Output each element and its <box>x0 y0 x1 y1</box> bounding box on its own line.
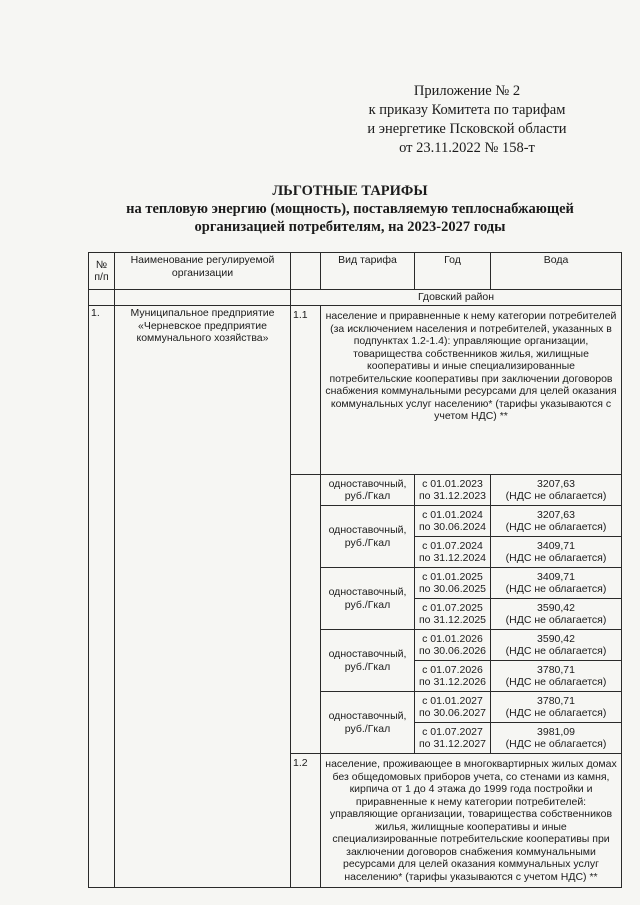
section-1-1-gap <box>291 475 321 754</box>
tariff-note: (НДС не облагается) <box>505 676 607 688</box>
tariff-period: с 01.07.2024 по 31.12.2024 <box>415 537 491 568</box>
region-num-cell <box>89 290 115 306</box>
tariff-value-cell <box>491 599 622 630</box>
tariff-period: с 01.01.2027 по 30.06.2027 <box>415 692 491 723</box>
tariff-type: одноставочный, руб./Гкал <box>321 506 415 568</box>
tariff-value: 3590,42 <box>537 632 575 645</box>
tariff-period: с 01.01.2024 по 30.06.2024 <box>415 506 491 537</box>
tariff-value: 3409,71 <box>537 570 575 583</box>
header-org: Наименование регулируемой организации <box>115 253 291 290</box>
tariff-note: (НДС не облагается) <box>505 490 607 502</box>
header-water: Вода <box>491 253 622 290</box>
region-row <box>89 290 622 306</box>
title-line-2: на тепловую энергию (мощность), поставляемую теплоснабжающей <box>126 201 574 217</box>
tariff-period: с 01.01.2025 по 30.06.2025 <box>415 568 491 599</box>
appendix-line-4: от 23.11.2022 № 158-т <box>399 140 535 156</box>
appendix-line-2: к приказу Комитета по тарифам <box>368 102 566 118</box>
section-description: население, проживающее в многоквартирных жилых домах без общедомовых приборов учета, со стенами из камня, кирпича от 1 до 4 этажа до 1999 года постройки и приравненные к нему категории потребителей: управляющие организации, товарищества собственников жилья, жилищные кооперативы и иные специализированные потребительские кооперативы при заключении договоров снабжения коммунальными ресурсами для целей оказания коммунальных услуг населению* (тарифы указываются с учетом НДС) ** <box>321 754 622 888</box>
section-code: 1.1 <box>291 306 321 475</box>
title-line-3: организацией потребителям, на 2023-2027 годы <box>194 219 506 235</box>
tariff-note: (НДС не облагается) <box>505 738 607 750</box>
tariff-value-cell <box>491 661 622 692</box>
region-org-cell <box>115 290 291 306</box>
tariff-value: 3207,63 <box>537 508 575 521</box>
region-name: Гдовский район <box>291 290 622 306</box>
tariff-value-cell <box>491 630 622 661</box>
tariff-value-cell <box>491 475 622 506</box>
tariff-note: (НДС не облагается) <box>505 707 607 719</box>
tariff-period: с 01.01.2023 по 31.12.2023 <box>415 475 491 506</box>
tariff-period: с 01.07.2027 по 31.12.2027 <box>415 723 491 754</box>
tariff-note: (НДС не облагается) <box>505 521 607 533</box>
header-type: Вид тарифа <box>321 253 415 290</box>
tariff-value: 3409,71 <box>537 539 575 552</box>
row-number: 1. <box>89 306 115 888</box>
tariff-value-cell <box>491 537 622 568</box>
section-code: 1.2 <box>291 754 321 888</box>
section-1-1-row <box>89 306 622 475</box>
tariff-type: одноставочный, руб./Гкал <box>321 475 415 506</box>
tariff-type: одноставочный, руб./Гкал <box>321 568 415 630</box>
tariff-note: (НДС не облагается) <box>505 552 607 564</box>
tariff-value-cell <box>491 723 622 754</box>
table-header-row <box>89 253 622 290</box>
appendix-block <box>352 82 582 158</box>
header-num: № п/п <box>89 253 115 290</box>
tariff-value-cell <box>491 692 622 723</box>
tariff-note: (НДС не облагается) <box>505 614 607 626</box>
tariff-note: (НДС не облагается) <box>505 583 607 595</box>
appendix-line-3: и энергетике Псковской области <box>367 121 567 137</box>
tariff-period: с 01.01.2026 по 30.06.2026 <box>415 630 491 661</box>
tariff-period: с 01.07.2026 по 31.12.2026 <box>415 661 491 692</box>
appendix-line-1: Приложение № 2 <box>413 83 521 99</box>
tariff-value: 3590,42 <box>537 601 575 614</box>
tariff-value: 3780,71 <box>537 663 575 676</box>
tariff-table <box>88 252 622 888</box>
organization-name: Муниципальное предприятие «Черневское предприятие коммунального хозяйства» <box>115 306 291 888</box>
section-description: население и приравненные к нему категории потребителей (за исключением населения и потребителей, указанных в подпунктах 1.2-1.4): управляющие организации, товарищества собственников жилья, жилищные кооперативы и иные специализированные потребительские кооперативы при заключении договоров снабжения коммунальными ресурсами для целей оказания коммунальных услуг населению* (тарифы указываются с учетом НДС) ** <box>321 306 622 475</box>
tariff-value-cell <box>491 568 622 599</box>
tariff-value-cell <box>491 506 622 537</box>
tariff-type: одноставочный, руб./Гкал <box>321 692 415 754</box>
tariff-value: 3207,63 <box>537 477 575 490</box>
tariff-period: с 01.07.2025 по 31.12.2025 <box>415 599 491 630</box>
header-year: Год <box>415 253 491 290</box>
tariff-value: 3981,09 <box>537 725 575 738</box>
tariff-type: одноставочный, руб./Гкал <box>321 630 415 692</box>
document-title <box>80 182 620 236</box>
title-line-1: ЛЬГОТНЫЕ ТАРИФЫ <box>272 183 428 199</box>
tariff-value: 3780,71 <box>537 694 575 707</box>
tariff-note: (НДС не облагается) <box>505 645 607 657</box>
header-blank <box>291 253 321 290</box>
